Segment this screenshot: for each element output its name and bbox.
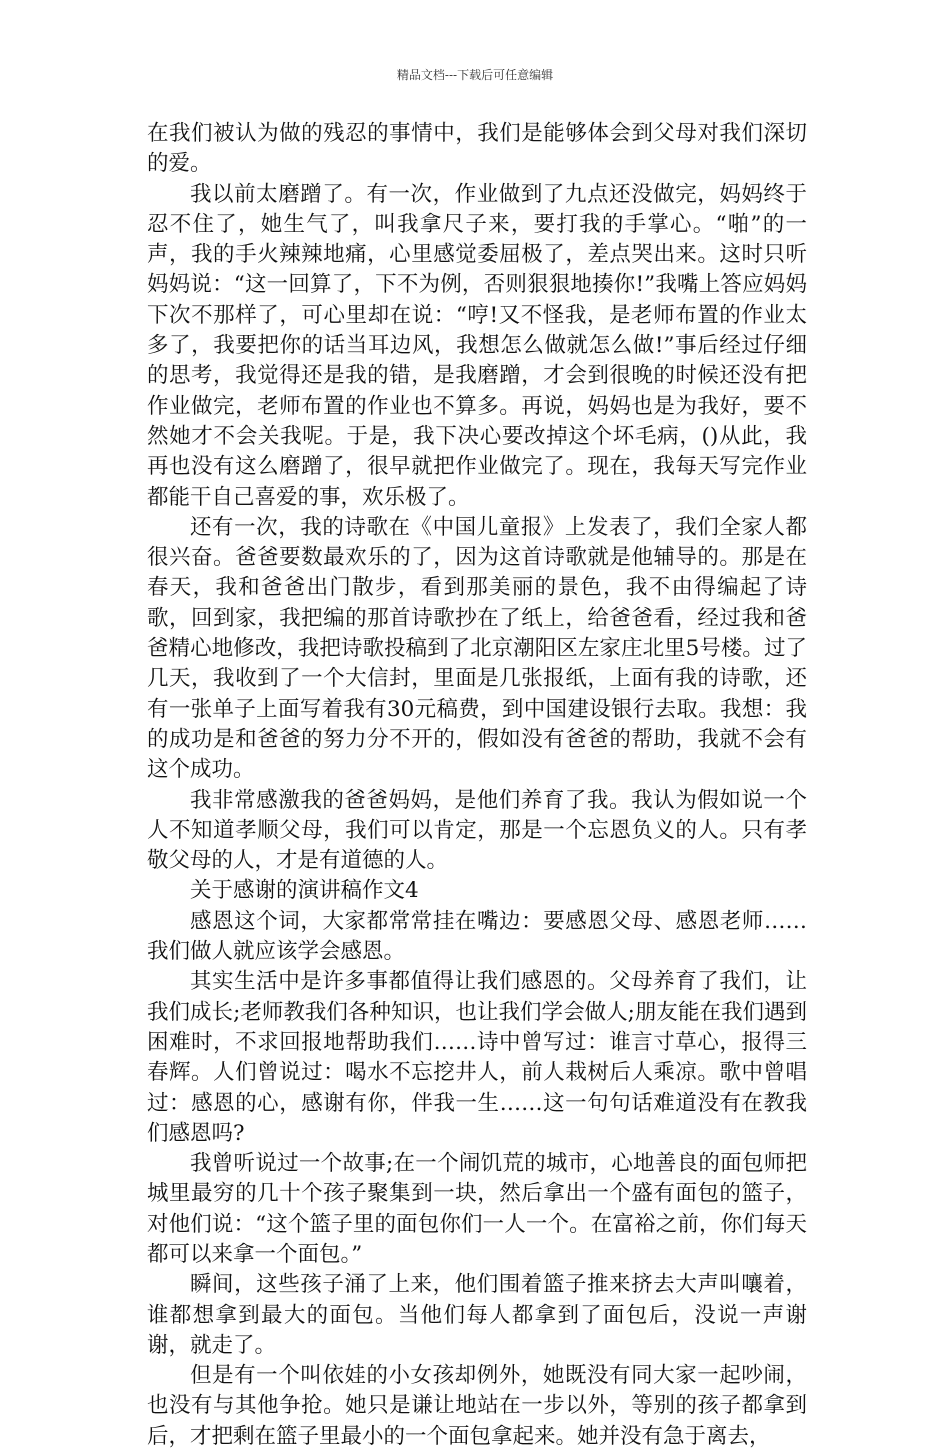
document-body <box>147 119 807 1452</box>
paragraph: 瞬间，这些孩子涌了上来，他们围着篮子推来挤去大声叫嚷着，谁都想拿到最大的面包。当他们每人都拿到了面包后，没说一声谢谢，就走了。 <box>147 1272 807 1358</box>
paragraph: 感恩这个词，大家都常常挂在嘴边：要感恩父母、感恩老师……我们做人就应该学会感恩。 <box>147 908 807 965</box>
paragraph: 但是有一个叫依娃的小女孩却例外，她既没有同大家一起吵闹，也没有与其他争抢。她只是谦让地站在一步以外，等别的孩子都拿到后，才把剩在篮子里最小的一个面包拿起来。她并没有急于离去， <box>147 1363 807 1449</box>
paragraph: 还有一次，我的诗歌在《中国儿童报》上发表了，我们全家人都很兴奋。爸爸要数最欢乐的了，因为这首诗歌就是他辅导的。那是在春天，我和爸爸出门散步，看到那美丽的景色，我不由得编起了诗歌，回到家，我把编的那首诗歌抄在了纸上，给爸爸看，经过我和爸爸精心地修改，我把诗歌投稿到了北京潮阳区左家庄北里5号楼。过了几天，我收到了一个大信封，里面是几张报纸，上面有我的诗歌，还有一张单子上面写着我有30元稿费，到中国建设银行去取。我想：我的成功是和爸爸的努力分不开的，假如没有爸爸的帮助，我就不会有这个成功。 <box>147 514 807 783</box>
paragraph: 在我们被认为做的残忍的事情中，我们是能够体会到父母对我们深切的爱。 <box>147 121 807 177</box>
page-header: 精品文档---下载后可任意编辑 <box>396 68 554 82</box>
paragraph: 其实生活中是许多事都值得让我们感恩的。父母养育了我们，让我们成长;老师教我们各种知识，也让我们学会做人;朋友能在我们遇到困难时，不求回报地帮助我们……诗中曾写过：谁言寸草心，报得三春辉。人们曾说过：喝水不忘挖井人，前人栽树后人乘凉。歌中曾唱过：感恩的心，感谢有你，伴我一生……这一句句话难道没有在教我们感恩吗? <box>147 969 807 1146</box>
paragraph: 我曾听说过一个故事;在一个闹饥荒的城市，心地善良的面包师把城里最穷的几十个孩子聚集到一块，然后拿出一个盛有面包的篮子，对他们说：“这个篮子里的面包你们一人一个。在富裕之前，你们每天都可以来拿一个面包。” <box>147 1151 807 1267</box>
paragraph: 我以前太磨蹭了。有一次，作业做到了九点还没做完，妈妈终于忍不住了，她生气了，叫我拿尺子来，要打我的手掌心。“啪”的一声，我的手火辣辣地痛，心里感觉委屈极了，差点哭出来。这时只听妈妈说：“这一回算了，下不为例，否则狠狠地揍你!”我嘴上答应妈妈下次不那样了，可心里却在说：“哼!又不怪我，是老师布置的作业太多了，我要把你的话当耳边风，我想怎么做就怎么做!”事后经过仔细的思考，我觉得还是我的错，是我磨蹭，才会到很晚的时候还没有把作业做完，老师布置的作业也不算多。再说，妈妈也是为我好，要不然她才不会关我呢。于是，我下决心要改掉这个坏毛病，()从此，我再也没有这么磨蹭了，很早就把作业做完了。现在，我每天写完作业都能干自己喜爱的事，欢乐极了。 <box>147 181 807 510</box>
section-title: 关于感谢的演讲稿作文4 <box>190 878 419 904</box>
paragraph: 我非常感激我的爸爸妈妈，是他们养育了我。我认为假如说一个人不知道孝顺父母，我们可以肯定，那是一个忘恩负义的人。只有孝敬父母的人，才是有道德的人。 <box>147 787 807 874</box>
